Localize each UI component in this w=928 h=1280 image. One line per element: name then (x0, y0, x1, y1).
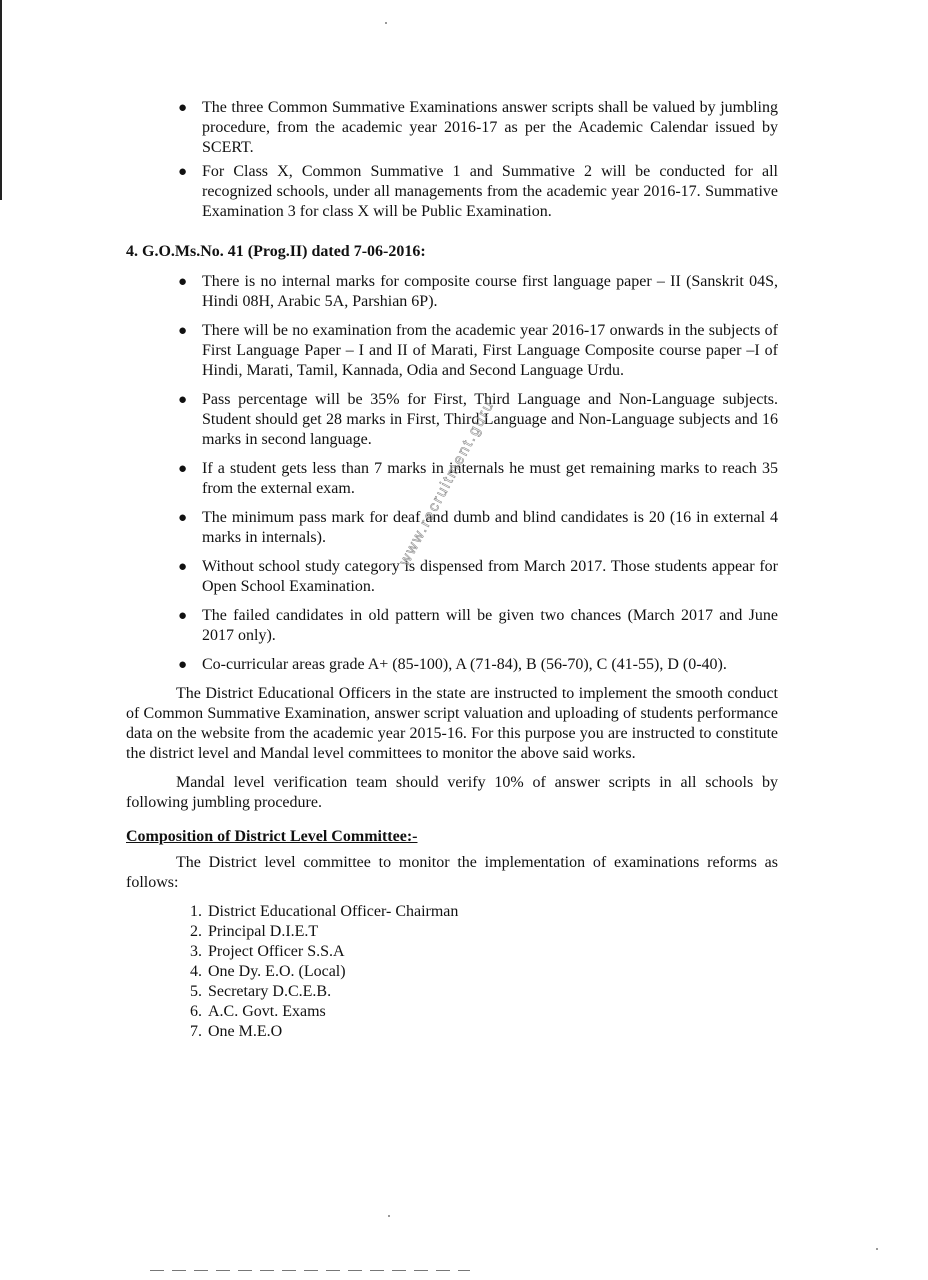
member-item: 2. Principal D.I.E.T (190, 923, 319, 940)
list-item: ● The failed candidates in old pattern will be given two chances (March 2017 and June 2017 only). (178, 607, 778, 644)
footer-rule (150, 1270, 470, 1271)
member-item: 6. A.C. Govt. Exams (190, 1003, 326, 1020)
list-item: ● Without school study category is dispensed from March 2017. Those students appear for Open School Examination. (178, 558, 778, 595)
instruction-paragraph: The District Educational Officers in the state are instructed to implement the smooth conduct of Common Summative Examination, answer script valuation and uploading of students performance data on the website from the academic year 2015-16. For this purpose you are instructed to constitute the district level and Mandal level committees to monitor the above said works. (126, 685, 778, 762)
list-item: ● The three Common Summative Examinations answer scripts shall be valued by jumbling procedure, from the academic year 2016-17 as per the Academic Calendar issued by SCERT. (178, 99, 778, 156)
list-item: ● The minimum pass mark for deaf and dumb and blind candidates is 20 (16 in external 4 marks in internals). (178, 509, 778, 546)
document-page (126, 98, 778, 1042)
scan-edge (0, 0, 2, 200)
list-item: ● For Class X, Common Summative 1 and Summative 2 will be conducted for all recognized schools, under all managements from the academic year 2016-17. Summative Examination 3 for class X will be Public Examination. (178, 163, 778, 220)
district-committee-members (126, 902, 778, 1042)
member-item: 3. Project Officer S.S.A (190, 943, 345, 960)
bullet-icon: ● (178, 100, 188, 116)
bullet-icon: ● (178, 559, 188, 575)
bullet-icon: ● (178, 323, 188, 339)
list-item: ● Pass percentage will be 35% for First, Third Language and Non-Language subjects. Student should get 28 marks in First, Third Language and Non-Language subjects and 16 marks in second language. (178, 391, 778, 448)
scan-speck (388, 1215, 390, 1217)
member-item: 7. One M.E.O (190, 1023, 283, 1040)
district-committee-heading: Composition of District Level Committee:- (126, 828, 418, 845)
bullet-icon: ● (178, 274, 188, 290)
list-item: ● If a student gets less than 7 marks in internals he must get remaining marks to reach 35 from the external exam. (178, 460, 778, 497)
list-item: ● There is no internal marks for composite course first language paper – II (Sanskrit 04S, Hindi 08H, Arabic 5A, Parshian 6P). (178, 273, 778, 310)
member-item: 1. District Educational Officer- Chairman (190, 903, 459, 920)
section-heading: 4. G.O.Ms.No. 41 (Prog.II) dated 7-06-2016: (126, 243, 426, 260)
bullet-icon: ● (178, 608, 188, 624)
verification-paragraph: Mandal level verification team should verify 10% of answer scripts in all schools by following jumbling procedure. (126, 774, 778, 811)
bullet-icon: ● (178, 657, 188, 673)
member-item: 4. One Dy. E.O. (Local) (190, 963, 346, 980)
list-item: ● Co-curricular areas grade A+ (85-100), A (71-84), B (56-70), C (41-55), D (0-40). (178, 656, 727, 673)
bullet-icon: ● (178, 164, 188, 180)
member-item: 5. Secretary D.C.E.B. (190, 983, 332, 1000)
bullet-icon: ● (178, 392, 188, 408)
watermark: www.recruitment.guru (395, 397, 498, 569)
top-bullet-list (126, 98, 778, 222)
scan-speck (876, 1248, 878, 1250)
list-item: ● There will be no examination from the academic year 2016-17 onwards in the subjects of First Language Paper – I and II of Marati, First Language Composite course paper –I of Hindi, Marati, Tamil, Kannada, Odia and Second Language Urdu. (178, 322, 778, 379)
bullet-icon: ● (178, 461, 188, 477)
scan-speck (385, 22, 387, 24)
district-committee-intro: The District level committee to monitor the implementation of examinations reforms as follows: (126, 854, 778, 891)
bullet-icon: ● (178, 510, 188, 526)
